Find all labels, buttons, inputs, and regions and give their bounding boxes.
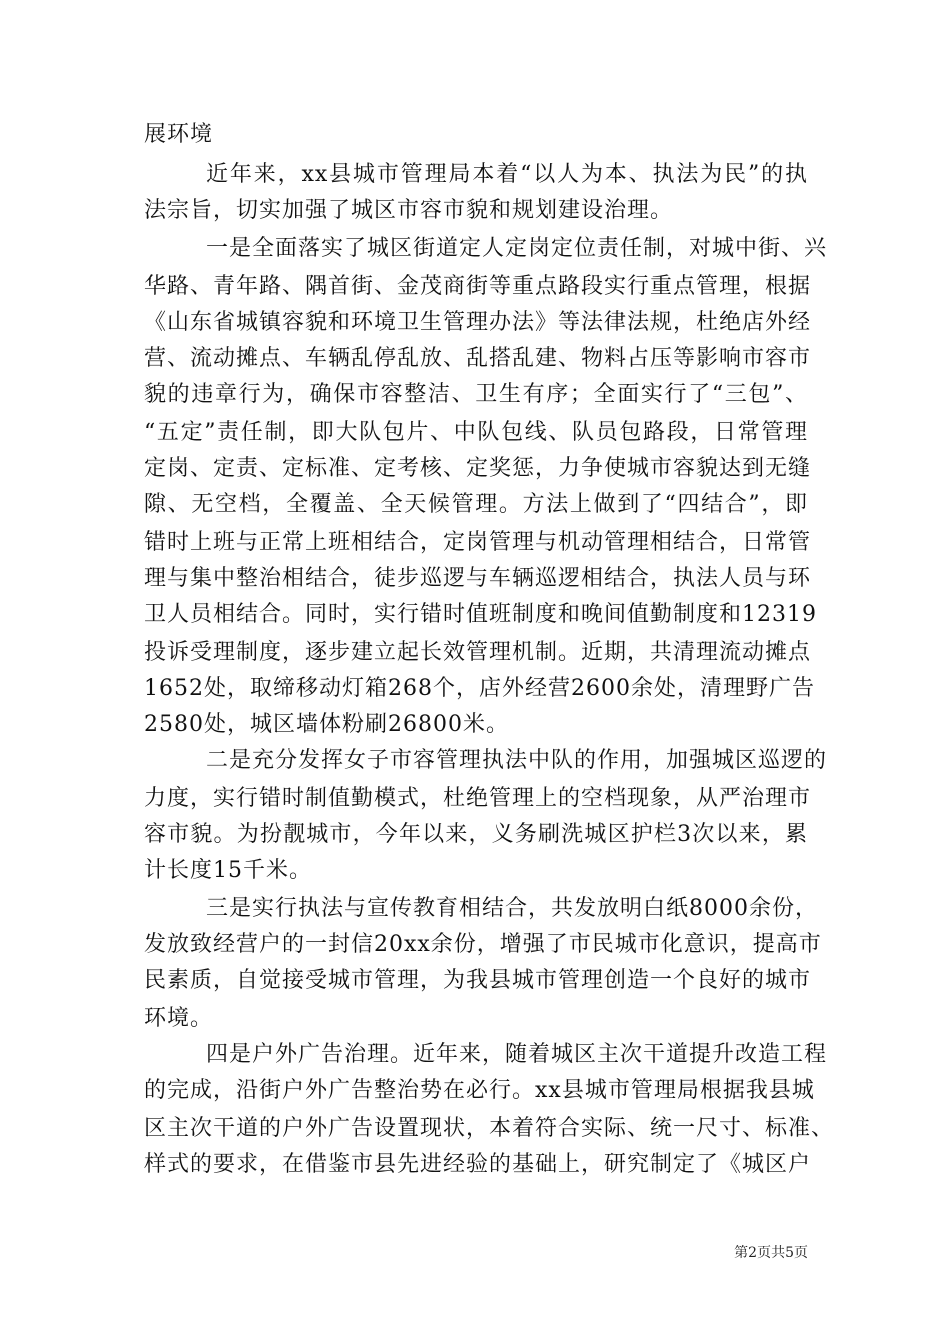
text-line: 发放致经营户的一封信20xx余份，增强了市民城市化意识，提高市 — [144, 932, 822, 957]
text-line: 的完成，沿街户外广告整治势在必行。xx县城市管理局根据我县城 — [144, 1078, 815, 1103]
text-line: 定岗、定责、定标准、定考核、定奖惩，力争使城市容貌达到无缝 — [144, 456, 812, 481]
text-line: 2580处，城区墙体粉刷26800米。 — [144, 712, 509, 737]
text-line: 区主次干道的户外广告设置现状，本着符合实际、统一尺寸、标准、 — [144, 1116, 835, 1141]
text-line: 计长度15千米。 — [144, 858, 312, 883]
text-line: 三是实行执法与宣传教育相结合，共发放明白纸8000余份， — [206, 896, 818, 921]
text-line: 环境。 — [144, 1006, 214, 1031]
text-line: 展环境 — [144, 122, 214, 147]
text-line: 错时上班与正常上班相结合，定岗管理与机动管理相结合，日常管 — [144, 530, 812, 555]
text-line: 二是充分发挥女子市容管理执法中队的作用，加强城区巡逻的 — [206, 748, 828, 773]
text-line: 样式的要求，在借鉴市县先进经验的基础上，研究制定了《城区户 — [144, 1152, 812, 1177]
text-line: 投诉受理制度，逐步建立起长效管理机制。近期，共清理流动摊点 — [144, 640, 812, 665]
text-line: 理与集中整治相结合，徒步巡逻与车辆巡逻相结合，执法人员与环 — [144, 566, 812, 591]
text-line: 力度，实行错时制值勤模式，杜绝管理上的空档现象，从严治理市 — [144, 786, 812, 811]
text-line: 卫人员相结合。同时，实行错时值班制度和晚间值勤制度和12319 — [144, 602, 817, 627]
text-line: 近年来，xx县城市管理局本着“以人为本、执法为民”的执 — [206, 162, 808, 187]
text-line: 《山东省城镇容貌和环境卫生管理办法》等法律法规，杜绝店外经 — [144, 310, 812, 335]
text-line: 营、流动摊点、车辆乱停乱放、乱搭乱建、物料占压等影响市容市 — [144, 346, 812, 371]
text-line: 隙、无空档，全覆盖、全天候管理。方法上做到了“四结合”，即 — [144, 492, 808, 517]
text-line: 四是户外广告治理。近年来，随着城区主次干道提升改造工程 — [206, 1042, 828, 1067]
text-line: 民素质，自觉接受城市管理，为我县城市管理创造一个良好的城市 — [144, 968, 812, 993]
text-line: 容市貌。为扮靓城市，今年以来，义务刷洗城区护栏3次以来，累 — [144, 822, 808, 847]
text-line: 貌的违章行为，确保市容整洁、卫生有序；全面实行了“三包”、 — [144, 382, 808, 407]
page-number: 第2页共5页 — [734, 1245, 808, 1261]
text-line: 法宗旨，切实加强了城区市容市貌和规划建设治理。 — [144, 198, 674, 223]
text-line: “五定”责任制，即大队包片、中队包线、队员包路段，日常管理 — [144, 420, 808, 445]
text-line: 一是全面落实了城区街道定人定岗定位责任制，对城中街、兴 — [206, 236, 828, 261]
text-line: 华路、青年路、隅首街、金茂商街等重点路段实行重点管理，根据 — [144, 274, 812, 299]
text-line: 1652处，取缔移动灯箱268个，店外经营2600余处，清理野广告 — [144, 676, 815, 701]
